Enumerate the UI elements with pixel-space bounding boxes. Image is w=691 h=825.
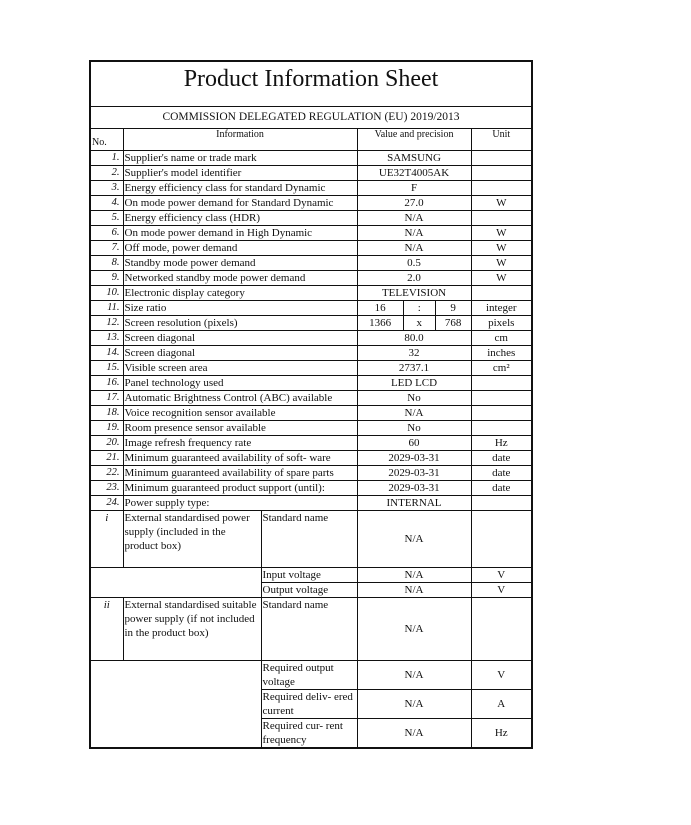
header-unit: Unit	[471, 128, 531, 151]
table-row	[91, 256, 531, 271]
row-unit	[471, 496, 531, 511]
row-value: 0.5	[357, 256, 471, 271]
row-number: 7.	[91, 241, 123, 256]
row-number: 8.	[91, 256, 123, 271]
row-value: N/A	[357, 406, 471, 421]
header-value: Value and precision	[357, 128, 471, 151]
header-no: No.	[91, 128, 123, 151]
row-unit	[471, 286, 531, 301]
row-information: Voice recognition sensor available	[123, 406, 357, 421]
row-information: Minimum guaranteed availability of soft- ware	[123, 451, 357, 466]
row-number: 3.	[91, 181, 123, 196]
row-value-value-sep: x	[404, 316, 436, 330]
table-row	[91, 466, 531, 481]
row-number: 11.	[91, 301, 123, 316]
table-row	[91, 436, 531, 451]
row-number: 18.	[91, 406, 123, 421]
table-row	[91, 391, 531, 406]
table-row	[91, 271, 531, 286]
row-number: 6.	[91, 226, 123, 241]
product-info-table	[91, 128, 531, 747]
row-information: Panel technology used	[123, 376, 357, 391]
row-information: Automatic Brightness Control (ABC) available	[123, 391, 357, 406]
psu-i-no: i	[91, 511, 123, 568]
psu-ii-voltage-unit: V	[471, 661, 531, 690]
row-number: 9.	[91, 271, 123, 286]
psu-i-output-value: N/A	[357, 583, 471, 598]
table-row	[91, 181, 531, 196]
row-value: No	[357, 421, 471, 436]
row-information: Minimum guaranteed product support (until):	[123, 481, 357, 496]
psu-ii-label: External standardised suitable power supply (if not included in the product box)	[123, 598, 261, 661]
row-unit: W	[471, 241, 531, 256]
table-row	[91, 226, 531, 241]
table-row	[91, 361, 531, 376]
row-number: 4.	[91, 196, 123, 211]
row-value: No	[357, 391, 471, 406]
row-unit	[471, 376, 531, 391]
row-unit: W	[471, 256, 531, 271]
regulation-reference: COMMISSION DELEGATED REGULATION (EU) 2019/2013	[91, 106, 531, 129]
row-unit	[471, 151, 531, 166]
row-information: Room presence sensor available	[123, 421, 357, 436]
table-row	[91, 166, 531, 181]
row-unit: cm	[471, 331, 531, 346]
table-row	[91, 346, 531, 361]
table-row	[91, 451, 531, 466]
row-unit: integer	[471, 301, 531, 316]
row-information: Energy efficiency class for standard Dynamic	[123, 181, 357, 196]
row-value: N/A	[357, 211, 471, 226]
table-header-row	[91, 128, 531, 151]
psu-ii-no: ii	[91, 598, 123, 661]
row-value: 2737.1	[357, 361, 471, 376]
psu-i-output-unit: V	[471, 583, 531, 598]
row-value: 80.0	[357, 331, 471, 346]
row-information: Standby mode power demand	[123, 256, 357, 271]
psu-i-input-row	[91, 568, 531, 583]
row-value-value-b: 9	[450, 302, 456, 314]
row-information: Off mode, power demand	[123, 241, 357, 256]
row-value: N/A	[357, 241, 471, 256]
row-value: 32	[357, 346, 471, 361]
psu-i-standard-unit	[471, 511, 531, 568]
row-number: 16.	[91, 376, 123, 391]
row-information: Supplier's model identifier	[123, 166, 357, 181]
row-unit: W	[471, 226, 531, 241]
row-information: Screen resolution (pixels)	[123, 316, 357, 331]
table-row	[91, 331, 531, 346]
psu-i-output-label: Output voltage	[261, 583, 357, 598]
row-unit: date	[471, 451, 531, 466]
table-body	[91, 151, 531, 511]
product-information-sheet	[89, 60, 533, 749]
row-information: Screen diagonal	[123, 331, 357, 346]
row-information: Size ratio	[123, 301, 357, 316]
row-unit: date	[471, 466, 531, 481]
row-unit: cm²	[471, 361, 531, 376]
row-information: Minimum guaranteed availability of spare parts	[123, 466, 357, 481]
psu-i-standard-name: Standard name	[261, 511, 357, 568]
table-row	[91, 211, 531, 226]
row-value-value-a: 1366	[358, 316, 404, 330]
psu-i-input-label: Input voltage	[261, 568, 357, 583]
row-number: 17.	[91, 391, 123, 406]
table-row	[91, 406, 531, 421]
row-number: 15.	[91, 361, 123, 376]
row-information: On mode power demand in High Dynamic	[123, 226, 357, 241]
psu-i-standard-value: N/A	[357, 511, 471, 568]
row-value: N/A	[357, 226, 471, 241]
row-unit: W	[471, 196, 531, 211]
row-number: 23.	[91, 481, 123, 496]
row-value: SAMSUNG	[357, 151, 471, 166]
row-unit	[471, 166, 531, 181]
row-unit: pixels	[471, 316, 531, 331]
row-value: 60	[357, 436, 471, 451]
psu-ii-standard-value: N/A	[357, 598, 471, 661]
psu-i-label: External standardised power supply (included in the product box)	[123, 511, 261, 568]
psu-ii-current-value: N/A	[357, 690, 471, 719]
psu-ii-row	[91, 598, 531, 661]
row-information: Energy efficiency class (HDR)	[123, 211, 357, 226]
table-row	[91, 496, 531, 511]
table-row	[91, 421, 531, 436]
psu-ii-frequency-label: Required cur- rent frequency	[261, 719, 357, 748]
row-value-value-b: 768	[444, 317, 462, 329]
row-value	[357, 301, 471, 316]
row-value: 2029-03-31	[357, 451, 471, 466]
row-unit	[471, 406, 531, 421]
psu-ii-standard-name: Standard name	[261, 598, 357, 661]
row-value: F	[357, 181, 471, 196]
row-value: 2.0	[357, 271, 471, 286]
psu-i-spacer	[91, 568, 261, 598]
header-information: Information	[123, 128, 357, 151]
table-row	[91, 196, 531, 211]
psu-ii-frequency-value: N/A	[357, 719, 471, 748]
row-number: 13.	[91, 331, 123, 346]
row-value: 2029-03-31	[357, 481, 471, 496]
row-value: INTERNAL	[357, 496, 471, 511]
row-value: LED LCD	[357, 376, 471, 391]
row-value-value-sep: :	[404, 301, 436, 315]
row-information: Image refresh frequency rate	[123, 436, 357, 451]
row-unit: Hz	[471, 436, 531, 451]
psu-ii-current-label: Required deliv- ered current	[261, 690, 357, 719]
row-unit: W	[471, 271, 531, 286]
table-row	[91, 241, 531, 256]
psu-i-input-value: N/A	[357, 568, 471, 583]
sheet-title: Product Information Sheet	[91, 62, 531, 107]
row-value	[357, 316, 471, 331]
table-row	[91, 286, 531, 301]
row-information: On mode power demand for Standard Dynamic	[123, 196, 357, 211]
row-number: 19.	[91, 421, 123, 436]
psu-ii-voltage-value: N/A	[357, 661, 471, 690]
row-number: 22.	[91, 466, 123, 481]
table-row	[91, 481, 531, 496]
row-number: 24.	[91, 496, 123, 511]
table-row	[91, 301, 531, 316]
row-number: 12.	[91, 316, 123, 331]
row-value: 27.0	[357, 196, 471, 211]
psu-ii-standard-unit	[471, 598, 531, 661]
row-number: 21.	[91, 451, 123, 466]
row-value-value-a: 16	[358, 301, 404, 315]
row-information: Networked standby mode power demand	[123, 271, 357, 286]
psu-ii-spacer	[91, 661, 261, 748]
row-unit	[471, 181, 531, 196]
row-number: 20.	[91, 436, 123, 451]
row-unit: date	[471, 481, 531, 496]
row-information: Screen diagonal	[123, 346, 357, 361]
table-row	[91, 151, 531, 166]
row-value: TELEVISION	[357, 286, 471, 301]
row-number: 10.	[91, 286, 123, 301]
row-unit	[471, 211, 531, 226]
psu-i-input-unit: V	[471, 568, 531, 583]
psu-ii-voltage-row	[91, 661, 531, 690]
row-value: 2029-03-31	[357, 466, 471, 481]
table-row	[91, 376, 531, 391]
row-information: Power supply type:	[123, 496, 357, 511]
psu-i-row	[91, 511, 531, 568]
row-number: 5.	[91, 211, 123, 226]
psu-ii-voltage-label: Required output voltage	[261, 661, 357, 690]
row-information: Supplier's name or trade mark	[123, 151, 357, 166]
row-number: 14.	[91, 346, 123, 361]
table-row	[91, 316, 531, 331]
psu-ii-frequency-unit: Hz	[471, 719, 531, 748]
row-unit	[471, 421, 531, 436]
row-information: Electronic display category	[123, 286, 357, 301]
row-value: UE32T4005AK	[357, 166, 471, 181]
row-number: 1.	[91, 151, 123, 166]
row-unit	[471, 391, 531, 406]
psu-ii-current-unit: A	[471, 690, 531, 719]
row-number: 2.	[91, 166, 123, 181]
row-unit: inches	[471, 346, 531, 361]
row-information: Visible screen area	[123, 361, 357, 376]
